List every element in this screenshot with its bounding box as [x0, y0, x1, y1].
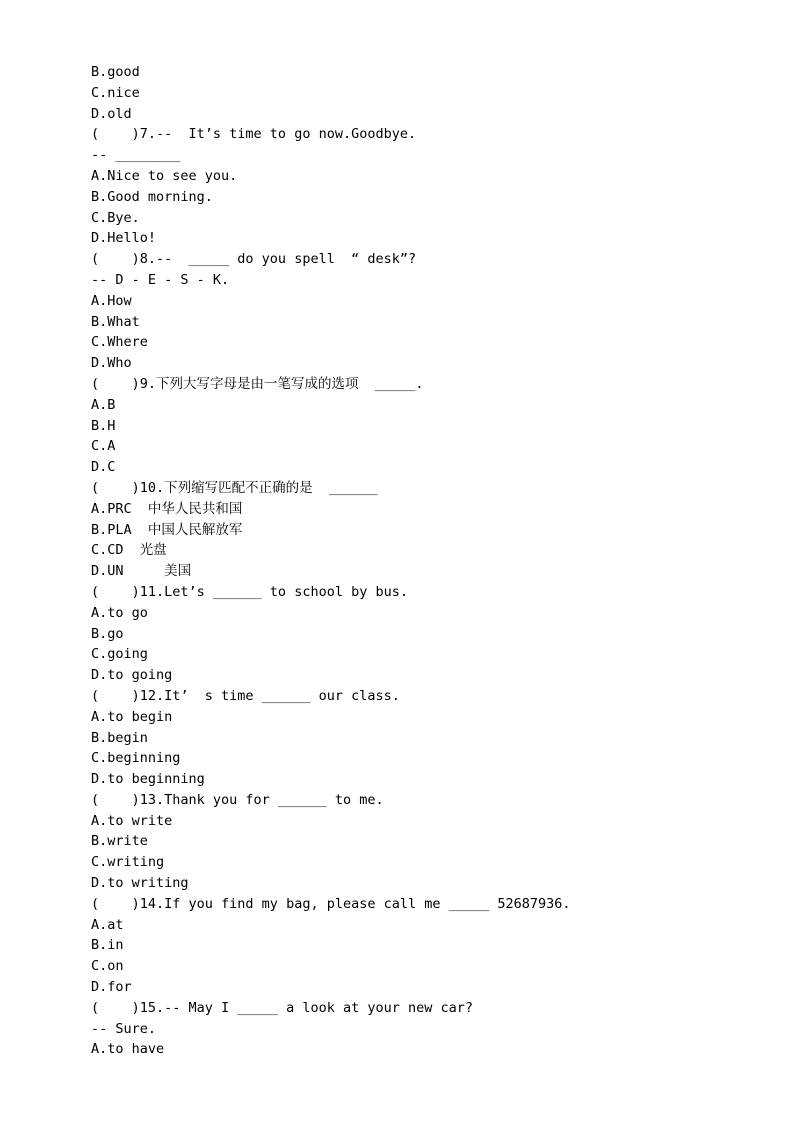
question-line: ( )13.Thank you for ______ to me. [91, 791, 384, 808]
option-line: C.Where [91, 334, 148, 351]
option-line: D.to going [91, 667, 173, 684]
question-line: ( )9.下列大写字母是由一笔写成的选项 _____. [91, 375, 424, 392]
document-body [91, 62, 751, 1060]
dialogue-line: -- D - E - S - K. [91, 271, 230, 288]
option-line: A.B [91, 396, 116, 413]
option-line: A.at [91, 916, 124, 933]
option-line: A.to go [91, 604, 148, 621]
option-line: D.for [91, 979, 132, 996]
option-line: A.to have [91, 1041, 165, 1058]
option-line: A.Nice to see you. [91, 167, 238, 184]
option-line: D.Hello! [91, 230, 157, 247]
question-line: ( )11.Let’s ______ to school by bus. [91, 583, 408, 600]
question-line: ( )15.-- May I _____ a look at your new car? [91, 999, 474, 1016]
option-line: C.CD 光盘 [91, 542, 167, 559]
option-line: D.to writing [91, 875, 189, 892]
option-line: C.beginning [91, 750, 181, 767]
option-line: C.nice [91, 84, 140, 101]
option-line: C.Bye. [91, 209, 140, 226]
option-line: C.on [91, 958, 124, 975]
option-line: D.UN 美国 [91, 563, 192, 580]
dialogue-line: -- ________ [91, 147, 181, 164]
option-line: D.old [91, 105, 132, 122]
option-line: C.going [91, 646, 148, 663]
option-line: C.writing [91, 854, 165, 871]
option-line: B.H [91, 417, 116, 434]
question-line: ( )8.-- _____ do you spell “ desk”? [91, 251, 417, 268]
question-line: ( )10.下列缩写匹配不正确的是 ______ [91, 479, 378, 496]
option-line: A.to begin [91, 708, 173, 725]
option-line: A.How [91, 292, 132, 309]
dialogue-line: -- Sure. [91, 1020, 157, 1037]
option-line: A.PRC 中华人民共和国 [91, 500, 243, 517]
option-line: B.good [91, 64, 140, 80]
option-line: C.A [91, 438, 116, 455]
option-line: B.in [91, 937, 124, 954]
option-line: D.Who [91, 355, 132, 372]
question-line: ( )12.It’ s time ______ our class. [91, 687, 400, 704]
option-line: B.What [91, 313, 140, 330]
option-line: B.Good morning. [91, 188, 213, 205]
option-line: D.to beginning [91, 771, 205, 788]
option-line: B.write [91, 833, 148, 850]
option-line: B.PLA 中国人民解放军 [91, 521, 243, 538]
option-line: D.C [91, 459, 116, 476]
option-line: B.begin [91, 729, 148, 746]
option-line: B.go [91, 625, 124, 642]
option-line: A.to write [91, 812, 173, 829]
question-line: ( )14.If you find my bag, please call me _____ 52687936. [91, 895, 571, 912]
question-line: ( )7.-- It’s time to go now.Goodbye. [91, 126, 417, 143]
